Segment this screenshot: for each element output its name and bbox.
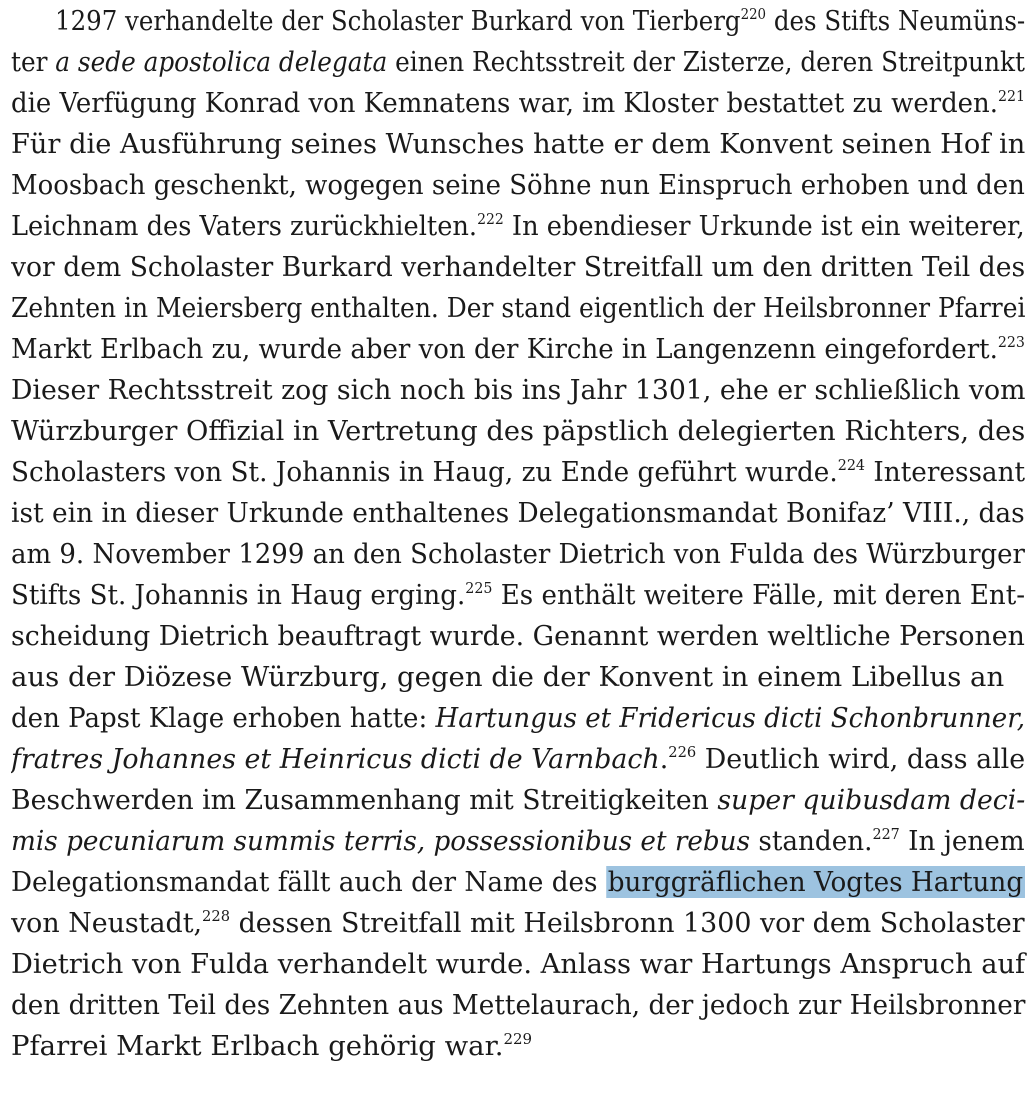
- italic-text: super quibusdam deci-: [717, 784, 1026, 816]
- text-span: den dritten Teil des Zehnten aus Mettelaurach, der jedoch zur Heilsbronner: [11, 989, 1026, 1021]
- text-span: Delegationsmandat fällt auch der Name des: [11, 866, 606, 898]
- text-line: [11, 986, 1025, 1024]
- text-span: Pfarrei Markt Erlbach gehörig war.: [11, 1030, 504, 1062]
- italic-text: a sede apostolica delegata: [55, 46, 388, 78]
- text-line: [11, 945, 1025, 983]
- footnote-ref[interactable]: 228: [202, 907, 231, 925]
- text-span: Leichnam des Vaters zurückhielten.: [11, 210, 478, 242]
- text-line: [11, 740, 1025, 778]
- text-line: [11, 125, 1025, 163]
- text-span: am 9. November 1299 an den Scholaster Dietrich von Fulda des Würzburger: [11, 538, 1025, 570]
- text-span: Markt Erlbach zu, wurde aber von der Kirche in Langenzenn eingefordert.: [11, 333, 998, 365]
- document-page: [11, 0, 1027, 1093]
- text-span: Interessant: [865, 456, 1026, 488]
- footnote-ref[interactable]: 225: [465, 579, 493, 597]
- footnote-ref[interactable]: 224: [837, 456, 866, 474]
- text-span: den Papst Klage erhoben hatte:: [11, 702, 436, 734]
- text-span: die Verfügung Konrad von Kemnatens war, im Kloster bestattet zu werden.: [11, 87, 998, 119]
- italic-text: fratres Johannes et Heinricus dicti de Varnbach: [11, 743, 660, 775]
- text-span: Deutlich wird, dass alle: [696, 743, 1026, 775]
- text-span: standen.: [750, 825, 873, 857]
- text-line: [11, 166, 1025, 204]
- text-span: Scholasters von St. Johannis in Haug, zu Ende geführt wurde.: [11, 456, 838, 488]
- text-line: [11, 248, 1025, 286]
- text-line: [11, 863, 1025, 901]
- text-span: dessen Streitfall mit Heilsbronn 1300 vor dem Scholaster: [230, 907, 1025, 939]
- text-line: [11, 43, 1025, 81]
- italic-text: Hartungus et Fridericus dicti Schonbrunner,: [435, 702, 1026, 734]
- text-span: des Stifts Neumüns-: [766, 5, 1026, 37]
- text-line: [11, 330, 1025, 368]
- text-line: [55, 2, 1025, 40]
- text-span: Für die Ausführung seines Wunsches hatte er dem Konvent seinen Hof in: [11, 128, 1026, 160]
- text-span: In ebendieser Urkunde ist ein weiterer,: [503, 210, 1025, 242]
- text-line: [11, 412, 1025, 450]
- text-span: einen Rechtsstreit der Zisterze, deren Streitpunkt: [387, 46, 1025, 78]
- text-span: .: [659, 743, 669, 775]
- text-line: [11, 617, 1025, 655]
- text-line: [11, 699, 1025, 737]
- italic-text: mis pecuniarum summis terris, possessionibus et rebus: [11, 825, 751, 857]
- text-line: [11, 371, 1025, 409]
- footnote-ref[interactable]: 222: [477, 210, 504, 228]
- text-line: [11, 207, 1025, 245]
- footnote-ref[interactable]: 227: [872, 825, 900, 843]
- text-line: [11, 781, 1025, 819]
- text-span: Beschwerden im Zusammenhang mit Streitigkeiten: [11, 784, 718, 816]
- text-line: [11, 289, 1025, 327]
- text-span: Dieser Rechtsstreit zog sich noch bis ins Jahr 1301, ehe er schließlich vom: [11, 374, 1026, 406]
- footnote-ref[interactable]: 226: [668, 743, 697, 761]
- footnote-ref[interactable]: 220: [740, 5, 767, 23]
- footnote-ref[interactable]: 221: [997, 87, 1026, 105]
- text-span: Moosbach geschenkt, wogegen seine Söhne nun Einspruch erhoben und den: [11, 169, 1025, 201]
- selected-text-highlight[interactable]: burggräflichen Vogtes Hartung: [607, 866, 1024, 898]
- text-span: 1297 verhandelte der Scholaster Burkard von Tierberg: [55, 5, 741, 37]
- text-line: [11, 453, 1025, 491]
- text-span: Würzburger Offizial in Vertretung des päpstlich delegierten Richters, des: [11, 415, 1026, 447]
- text-span: Dietrich von Fulda verhandelt wurde. Anlass war Hartungs Anspruch auf: [11, 948, 1026, 980]
- text-line: [11, 576, 1025, 614]
- text-span: Stifts St. Johannis in Haug erging.: [11, 579, 466, 611]
- footnote-ref[interactable]: 229: [503, 1030, 533, 1048]
- text-line: [11, 904, 1025, 942]
- text-line: [11, 1027, 532, 1065]
- text-span: aus der Diözese Würzburg, gegen die der Konvent in einem Libellus an: [11, 661, 1005, 693]
- text-span: Zehnten in Meiersberg enthalten. Der stand eigentlich der Heilsbronner Pfarrei: [11, 292, 1026, 324]
- text-line: [11, 535, 1025, 573]
- text-span: ist ein in dieser Urkunde enthaltenes Delegationsmandat Bonifaz’ VIII., das: [11, 497, 1025, 529]
- text-line: [11, 822, 1025, 860]
- text-span: In jenem: [899, 825, 1025, 857]
- text-line: [11, 84, 1025, 122]
- text-span: von Neustadt,: [11, 907, 203, 939]
- footnote-ref[interactable]: 223: [997, 333, 1025, 351]
- text-span: ter: [11, 46, 56, 78]
- text-line: [11, 658, 1004, 696]
- text-span: Es enthält weitere Fälle, mit deren Ent-: [492, 579, 1026, 611]
- text-span: vor dem Scholaster Burkard verhandelter Streitfall um den dritten Teil des: [11, 251, 1026, 283]
- text-line: [11, 494, 1025, 532]
- text-span: scheidung Dietrich beauftragt wurde. Genannt werden weltliche Personen: [11, 620, 1025, 652]
